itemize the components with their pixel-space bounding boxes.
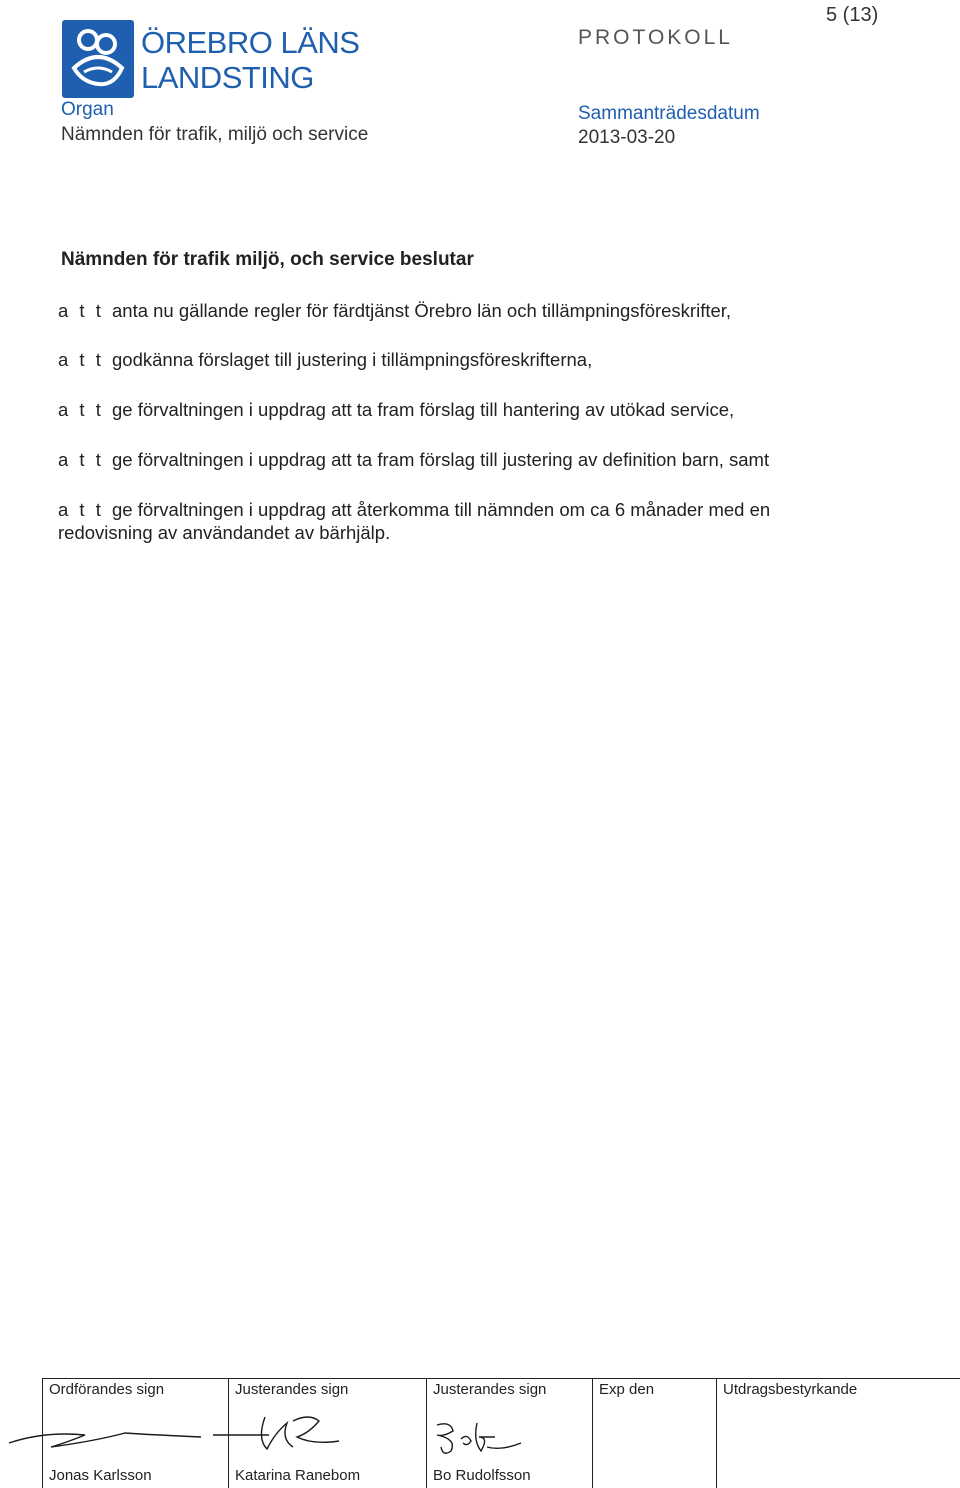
org-name-line-1: ÖREBRO LÄNS	[141, 25, 360, 60]
decision-item	[58, 398, 734, 421]
decision-text: ge förvaltningen i uppdrag att ta fram förslag till hantering av utökad service,	[112, 399, 735, 420]
signature-name: Jonas Karlsson	[49, 1467, 152, 1484]
signature-cell-adjuster-1	[228, 1379, 427, 1488]
decision-item	[58, 448, 769, 471]
signature-cell-certification	[716, 1379, 960, 1488]
decision-item	[58, 299, 731, 322]
decision-continuation: redovisning av användandet av bärhjälp.	[58, 522, 391, 543]
meeting-date-value: 2013-03-20	[578, 127, 676, 148]
signature-cell-exp-date	[592, 1379, 717, 1488]
organ-label: Organ	[61, 99, 114, 120]
decision-prefix: a t t	[58, 300, 104, 321]
signature-label: Justerandes sign	[235, 1381, 349, 1398]
meeting-date-label: Sammanträdesdatum	[578, 103, 760, 124]
decision-text: ge förvaltningen i uppdrag att ta fram förslag till justering av definition barn, samt	[112, 449, 770, 470]
landsting-logo-icon	[62, 20, 134, 98]
signature-label: Exp den	[599, 1381, 655, 1398]
decision-text: anta nu gällande regler för färdtjänst Örebro län och tillämpningsföreskrifter,	[112, 300, 732, 321]
organ-value: Nämnden för trafik, miljö och service	[61, 124, 369, 145]
signature-name: Bo Rudolfsson	[433, 1467, 531, 1484]
org-name-line-2: LANDSTING	[141, 60, 314, 95]
page-number: 5 (13)	[826, 4, 879, 26]
decision-prefix: a t t	[58, 499, 104, 520]
handwritten-signature-icon	[5, 1413, 205, 1453]
decision-item	[58, 498, 770, 544]
signature-label: Justerandes sign	[433, 1381, 547, 1398]
signature-label: Ordförandes sign	[49, 1381, 165, 1398]
decision-prefix: a t t	[58, 399, 104, 420]
signature-label: Utdragsbestyrkande	[723, 1381, 858, 1398]
logo-figures-icon	[62, 20, 134, 98]
organization-name	[141, 25, 359, 95]
decision-heading: Nämnden för trafik miljö, och service beslutar	[61, 249, 474, 270]
handwritten-signature-icon	[209, 1409, 349, 1453]
signature-cell-chair	[42, 1379, 229, 1488]
signature-table	[42, 1378, 960, 1488]
handwritten-signature-icon	[431, 1417, 531, 1463]
decision-text: ge förvaltningen i uppdrag att återkomma till nämnden om ca 6 månader med en	[112, 499, 771, 520]
signature-name: Katarina Ranebom	[235, 1467, 361, 1484]
signature-cell-adjuster-2	[426, 1379, 593, 1488]
decision-item	[58, 348, 592, 371]
decision-prefix: a t t	[58, 349, 104, 370]
document-type: PROTOKOLL	[578, 26, 733, 49]
decision-text: godkänna förslaget till justering i tillämpningsföreskrifterna,	[112, 349, 593, 370]
decision-prefix: a t t	[58, 449, 104, 470]
